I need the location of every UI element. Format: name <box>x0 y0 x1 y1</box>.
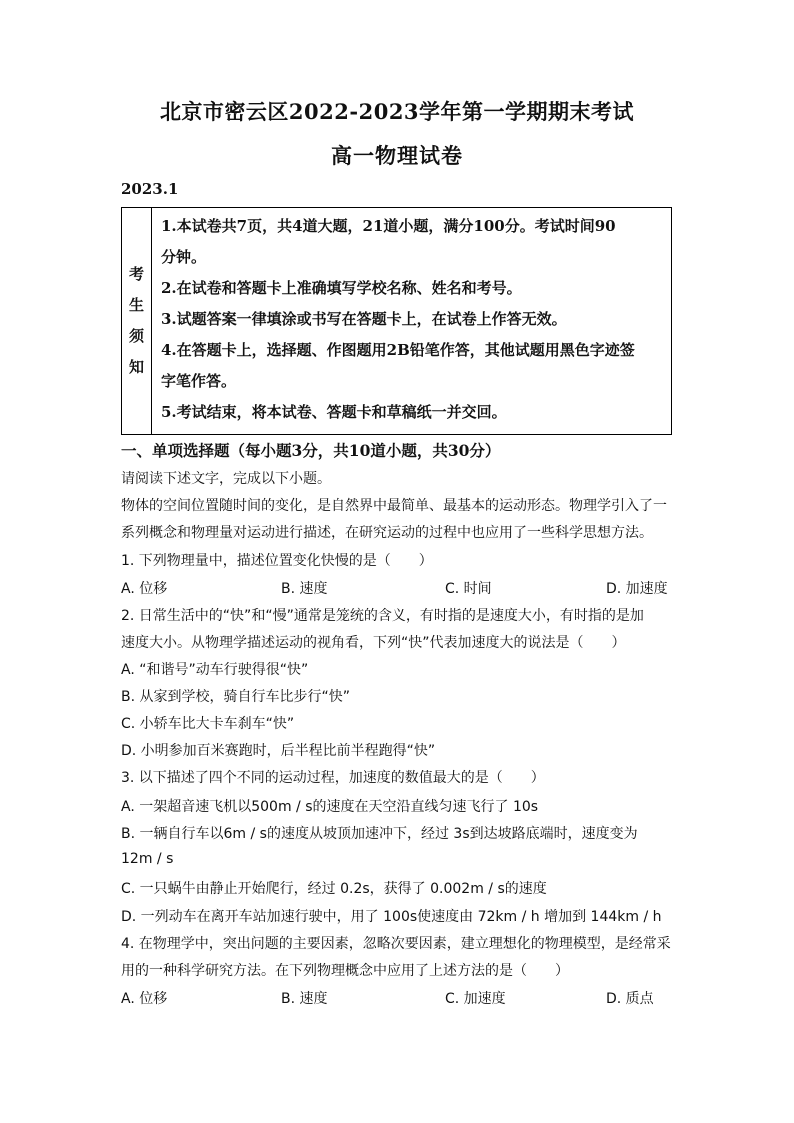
question-4-stem: 用的一种科学研究方法。在下列物理概念中应用了上述方法的是（ ） <box>121 963 569 979</box>
notice-label-char: 须 <box>128 327 144 345</box>
notice-item: 5.考试结束，将本试卷、答题卡和草稿纸一并交回。 <box>161 403 507 421</box>
exam-date: 2023.1 <box>121 180 179 198</box>
question-3-option-a: A. 一架超音速飞机以500m / s的速度在天空沿直线匀速飞行了 10s <box>121 799 539 815</box>
question-3-option-d: D. 一列动车在离开车站加速行驶中，用了 100s使速度由 72km / h 增加到 144km / h <box>121 909 662 925</box>
notice-box <box>121 207 672 435</box>
notice-item: 3.试题答案一律填涂或书写在答题卡上，在试卷上作答无效。 <box>161 310 567 328</box>
notice-label-char: 生 <box>128 296 144 314</box>
question-3-option-c: C. 一只蜗牛由静止开始爬行，经过 0.2s，获得了 0.002m / s的速度 <box>121 881 547 897</box>
question-3-option-b-cont: 12m / s <box>121 851 174 867</box>
section-heading: 一、单项选择题（每小题3分，共10道小题，共30分） <box>121 441 501 460</box>
question-4-option-a: A. 位移 <box>121 991 168 1007</box>
exam-title: 北京市密云区2022-2023学年第一学期期末考试 <box>159 99 635 124</box>
notice-label-char: 知 <box>128 358 144 376</box>
question-1-option-c: C. 时间 <box>445 581 492 597</box>
exam-subtitle: 高一物理试卷 <box>331 143 463 168</box>
question-2-option-c: C. 小轿车比大卡车刹车“快” <box>121 716 295 732</box>
question-2-option-d: D. 小明参加百米赛跑时，后半程比前半程跑得“快” <box>121 743 436 759</box>
question-1-stem: 1. 下列物理量中，描述位置变化快慢的是（ ） <box>121 553 433 569</box>
question-2-stem: 2. 日常生活中的“快”和“慢”通常是笼统的含义，有时指的是速度大小，有时指的是加 <box>121 608 644 624</box>
question-4-option-c: C. 加速度 <box>445 991 506 1007</box>
question-2-option-b: B. 从家到学校，骑自行车比步行“快” <box>121 689 351 705</box>
notice-item: 字笔作答。 <box>161 372 237 390</box>
notice-item: 1.本试卷共7页，共4道大题，21道小题，满分100分。考试时间90 <box>161 217 616 235</box>
question-2-stem: 速度大小。从物理学描述运动的视角看，下列“快”代表加速度大的说法是（ ） <box>121 635 626 651</box>
question-3-stem: 3. 以下描述了四个不同的运动过程，加速度的数值最大的是（ ） <box>121 770 545 786</box>
question-3-option-b: B. 一辆自行车以6m / s的速度从坡顶加速冲下，经过 3s到达坡路底端时，速度变为 <box>121 826 638 842</box>
question-4-option-d: D. 质点 <box>606 991 654 1007</box>
question-1-option-a: A. 位移 <box>121 581 168 597</box>
notice-label-char: 考 <box>128 265 144 283</box>
question-1-option-b: B. 速度 <box>281 581 328 597</box>
notice-label <box>122 208 152 434</box>
notice-item: 分钟。 <box>161 248 207 266</box>
question-2-option-a: A. “和谐号”动车行驶得很“快” <box>121 662 309 678</box>
notice-item: 2.在试卷和答题卡上准确填写学校名称、姓名和考号。 <box>161 279 522 297</box>
passage-line: 物体的空间位置随时间的变化，是自然界中最简单、最基本的运动形态。物理学引入了一 <box>121 498 667 514</box>
question-1-option-d: D. 加速度 <box>606 581 668 597</box>
section-intro: 请阅读下述文字，完成以下小题。 <box>121 471 331 487</box>
passage-line: 系列概念和物理量对运动进行描述，在研究运动的过程中也应用了一些科学思想方法。 <box>121 525 653 541</box>
question-4-option-b: B. 速度 <box>281 991 328 1007</box>
notice-item: 4.在答题卡上，选择题、作图题用2B铅笔作答，其他试题用黑色字迹签 <box>161 341 635 359</box>
question-4-stem: 4. 在物理学中，突出问题的主要因素，忽略次要因素，建立理想化的物理模型，是经常采 <box>121 936 671 952</box>
